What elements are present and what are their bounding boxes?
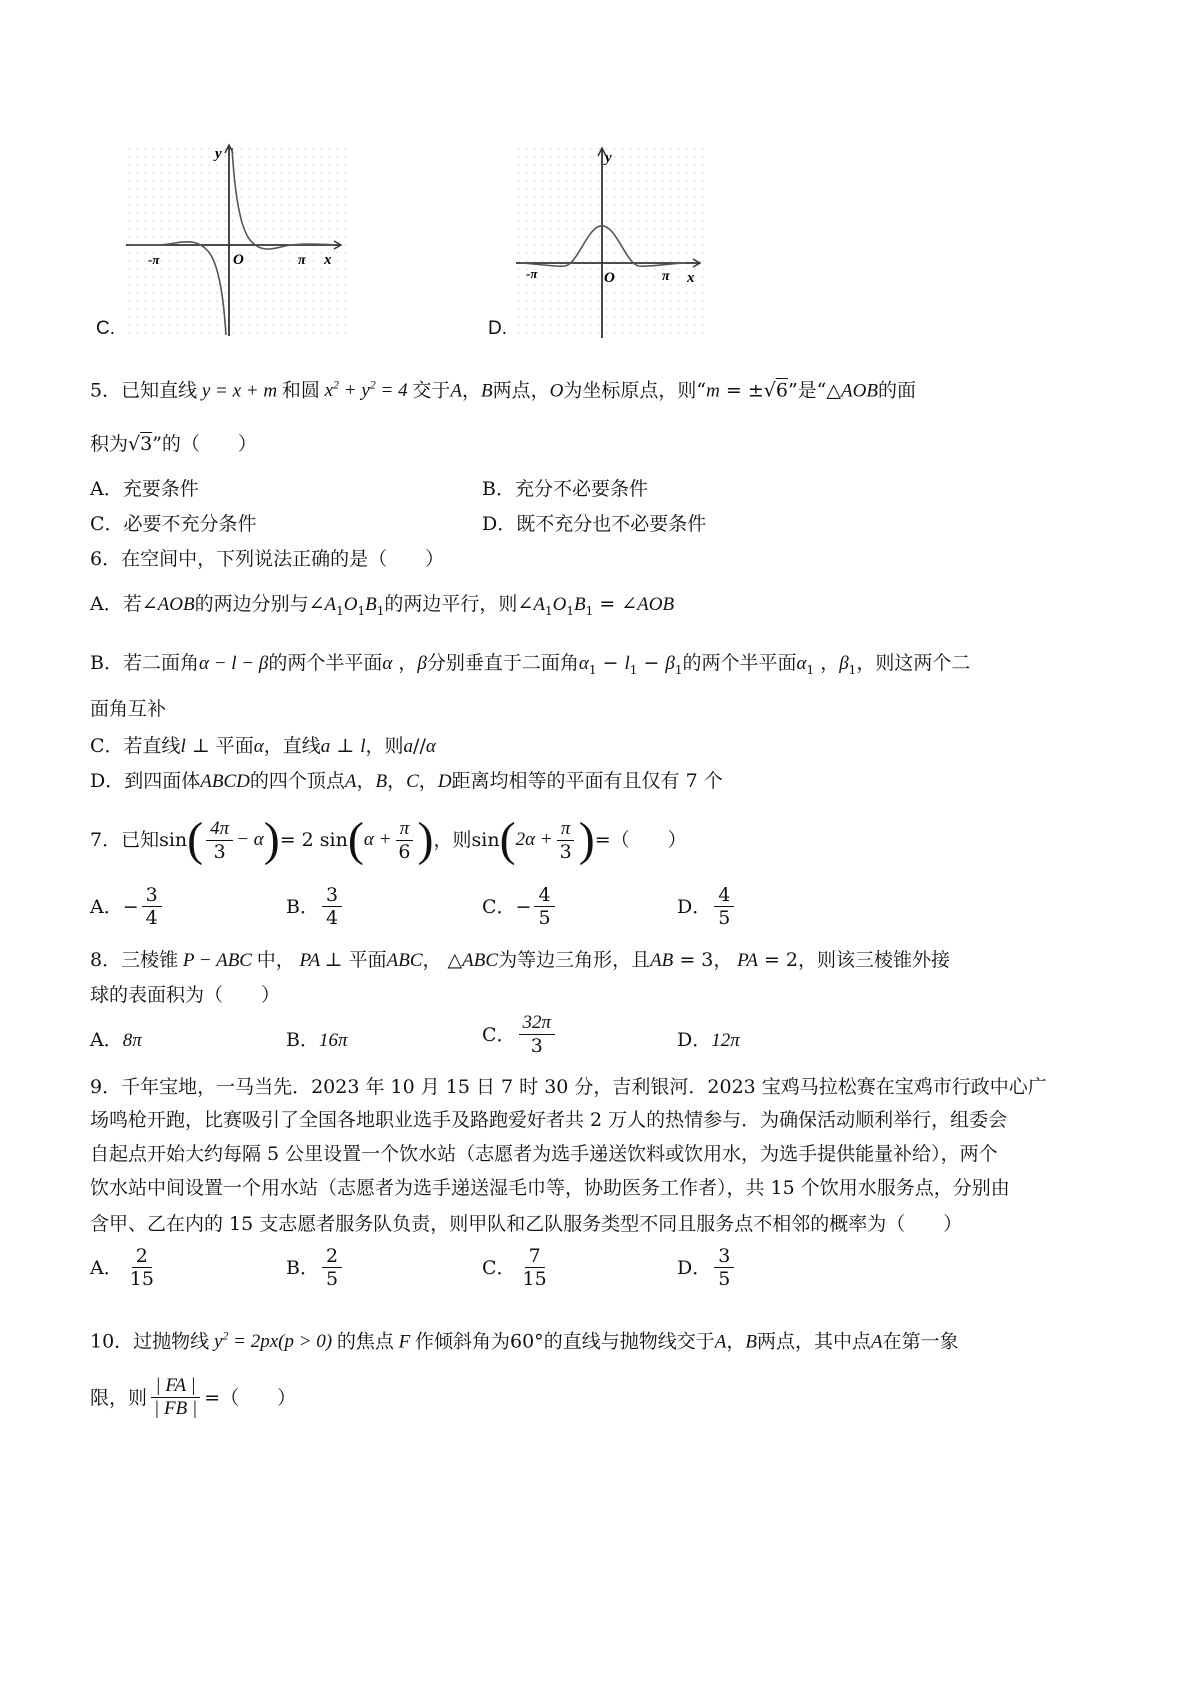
q9-line1: 9．千年宝地，一马当先．2023 年 10 月 15 日 7 时 30 分，吉利银河．2023 宝鸡马拉松赛在宝鸡市行政中心广 [90, 1076, 1047, 1098]
q6-option-d[interactable]: D．到四面体ABCD的四个顶点A，B，C，D距离均相等的平面有且仅有 7 个 [90, 770, 723, 792]
q5-line2: 积为√3”的（ ） [90, 433, 257, 455]
q8-option-d[interactable]: D．12π [677, 1029, 740, 1051]
q8-option-b[interactable]: B．16π [286, 1029, 348, 1051]
pi-label: π [662, 269, 670, 284]
option-d-label: D. [488, 318, 507, 339]
q9-option-d[interactable]: D． $\frac{3}{5}$ [677, 1245, 737, 1290]
q5-option-c[interactable]: C．必要不充分条件 [90, 513, 257, 535]
origin-label: O [604, 270, 615, 286]
q8-option-a[interactable]: A．8π [90, 1029, 142, 1051]
y-axis-label: y [605, 150, 612, 166]
q7-option-a[interactable]: A． − $\frac{3}{4}$ [90, 884, 165, 929]
q8-option-c[interactable]: C． $\frac{32\pi}{3}$ [482, 1012, 558, 1057]
y-axis-label: y [215, 146, 222, 162]
q7-stem: 7．已知 sin ( $\frac{4\pi}{3}$ − α ) = 2 sin ( α + $\frac{\pi}{6}$ ) ，则 sin ( 2α + $\frac{\pi}{3}$ ) = （ ） [90, 813, 687, 866]
q9-option-a[interactable]: A． $\frac{2}{15}$ [90, 1245, 154, 1290]
neg-pi-label: -π [526, 266, 538, 281]
q5-option-a[interactable]: A．充要条件 [90, 478, 199, 500]
q7-option-d[interactable]: D． $\frac{4}{5}$ [677, 884, 737, 929]
x-axis-label: x [687, 270, 695, 286]
q6-option-b-line1[interactable]: B．若二面角α − l − β的两个半平面α ，β分别垂直于二面角$\alpha_1 - l_1 - \beta_1$的两个半平面$\alpha_1$ ，$\beta_1$，则这两个二 [90, 652, 971, 677]
q9-line3: 自起点开始大约每隔 5 公里设置一个饮水站（志愿者为选手递送饮料或饮用水，为选手提供能量补给），两个 [90, 1143, 998, 1165]
neg-pi-label: -π [148, 252, 160, 267]
figure-c-graph [120, 140, 350, 340]
q6-option-b-line2: 面角互补 [90, 698, 167, 720]
q10-line2: 限，则 $\frac{| FA |}{| FB |}$ = （ ） [90, 1375, 297, 1419]
q8-line1: 8．三棱锥 P − ABC 中， PA ⊥ 平面ABC， △ABC为等边三角形，且AB = 3， PA = 2，则该三棱锥外接 [90, 949, 951, 971]
q9-option-c[interactable]: C． $\frac{7}{15}$ [482, 1245, 547, 1290]
q9-line2: 场鸣枪开跑，比赛吸引了全国各地职业选手及路跑爱好者共 2 万人的热情参与．为确保活动顺利举行，组委会 [90, 1109, 1008, 1131]
q6-option-c[interactable]: C．若直线l ⊥ 平面α，直线a ⊥ l，则a//α [90, 735, 436, 757]
q7-option-c[interactable]: C． − $\frac{4}{5}$ [482, 884, 558, 929]
pi-label: π [298, 253, 306, 268]
q5-option-d[interactable]: D．既不充分也不必要条件 [482, 513, 707, 535]
q9-option-b[interactable]: B． $\frac{2}{5}$ [286, 1245, 345, 1290]
q8-line2: 球的表面积为（ ） [90, 984, 281, 1006]
q5-line1: 5．已知直线 y = x + m 和圆 $x^2 + y^2 = 4$ 交于A，B两点，O为坐标原点，则“m = ±√6”是“△AOB的面 [90, 378, 916, 402]
q5-option-b[interactable]: B．充分不必要条件 [482, 478, 648, 500]
q6-stem: 6．在空间中，下列说法正确的是（ ） [90, 548, 445, 570]
q6-option-a[interactable]: A．若∠AOB的两边分别与$\angle A_1O_1B_1$的两边平行，则$\angle A_1O_1B_1$ = ∠AOB [90, 593, 675, 618]
grid-background [124, 144, 346, 336]
q9-line5: 含甲、乙在内的 15 支志愿者服务队负责，则甲队和乙队服务类型不同且服务点不相邻的概率为（ ） [90, 1213, 963, 1235]
q7-option-b[interactable]: B． $\frac{3}{4}$ [286, 884, 345, 929]
x-axis-label: x [324, 252, 332, 268]
origin-label: O [233, 252, 244, 268]
q10-line1: 10．过抛物线 $y^2 = 2px(p > 0)$ 的焦点 F 作倾斜角为60°的直线与抛物线交于A，B两点，其中点A在第一象 [90, 1329, 959, 1353]
q9-line4: 饮水站中间设置一个用水站（志愿者为选手递送湿毛巾等，协助医务工作者），共 15 个饮用水服务点，分别由 [90, 1177, 1010, 1199]
grid-background [514, 144, 706, 336]
option-c-label: C. [96, 318, 115, 339]
figure-d-graph [510, 140, 710, 340]
